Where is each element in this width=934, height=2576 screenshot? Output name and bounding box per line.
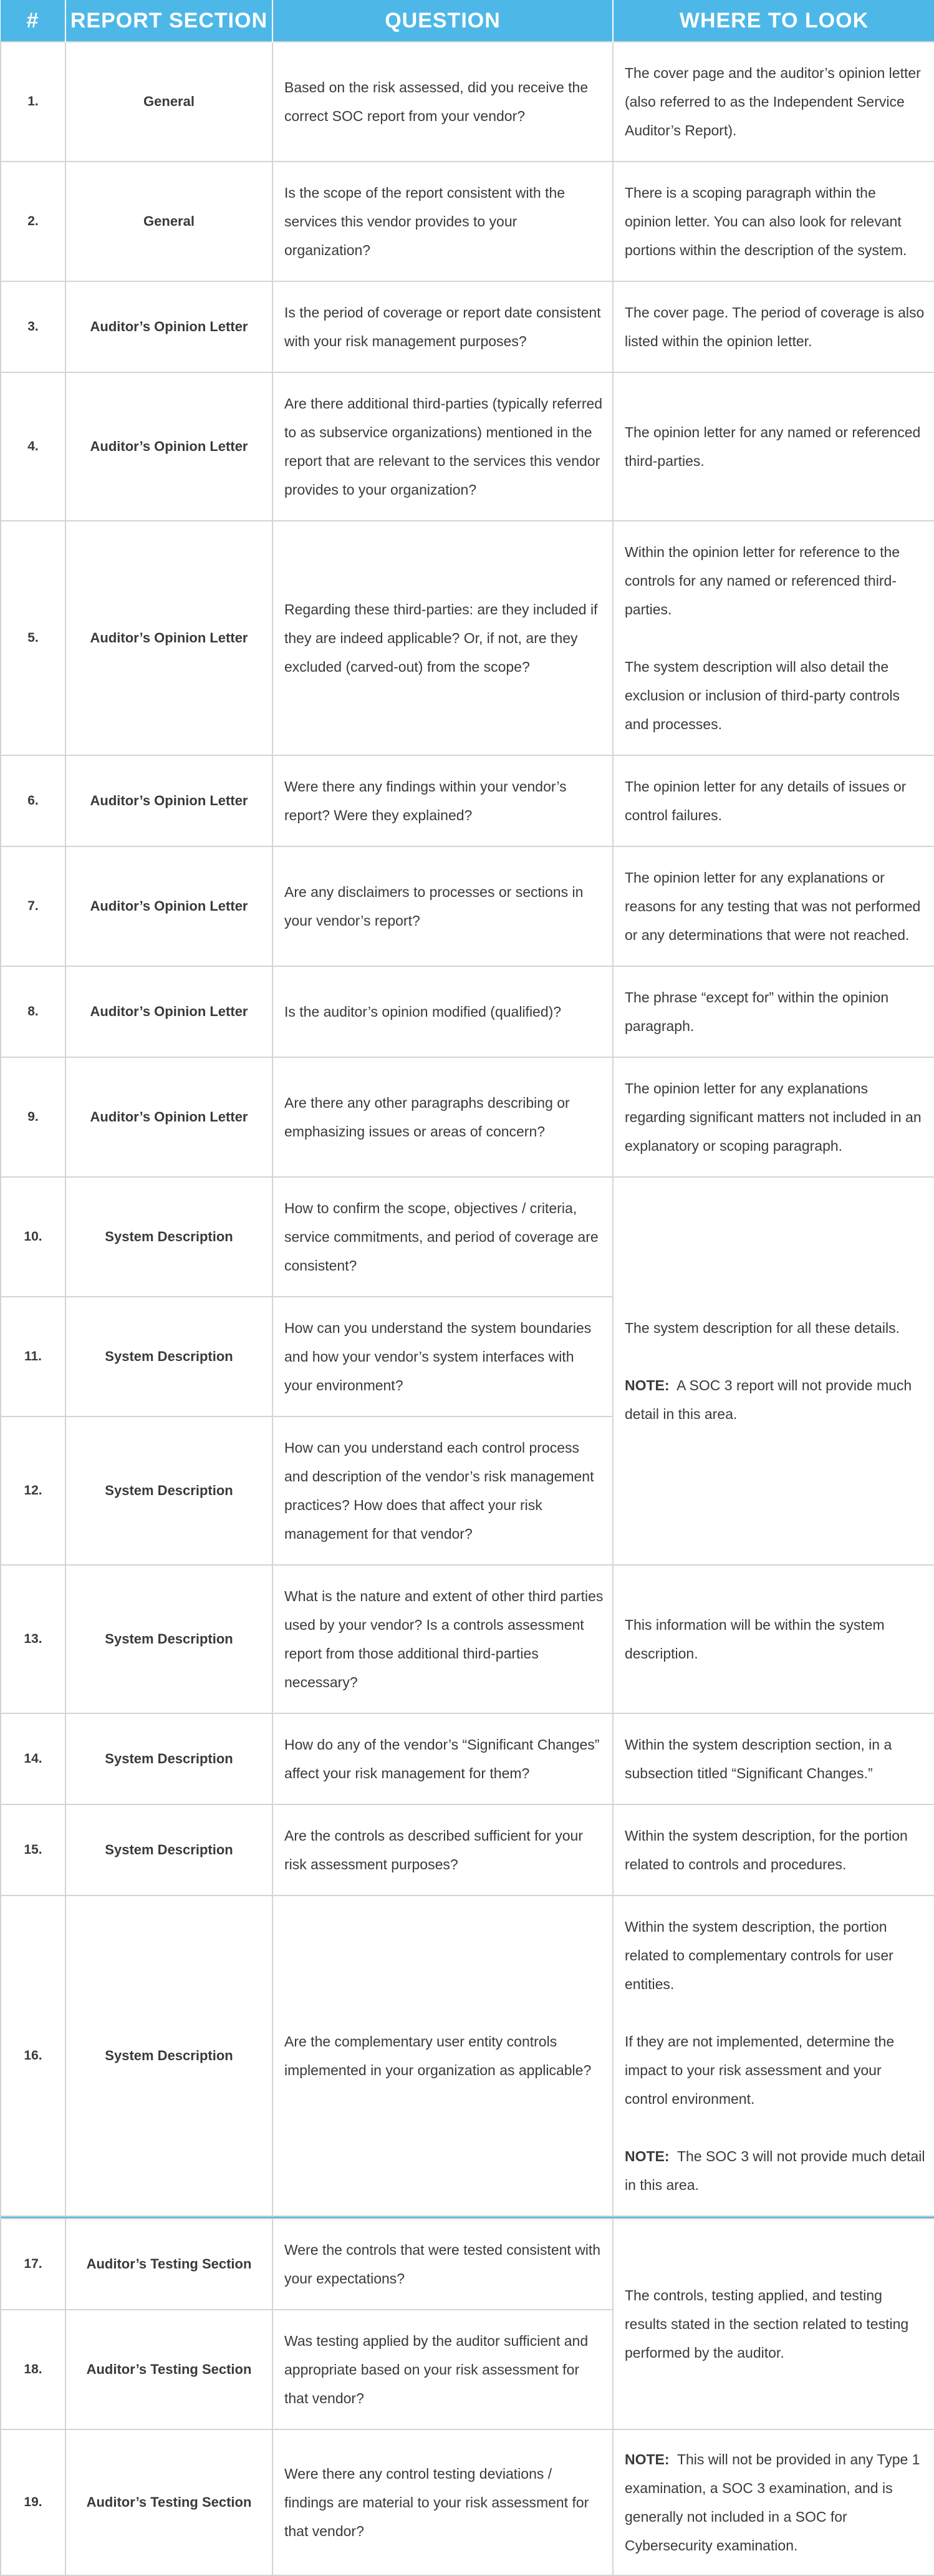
row-section: Auditor’s Opinion Letter	[65, 372, 272, 521]
where-paragraph: Within the opinion letter for reference to the controls for any named or referenced third-parties.	[625, 544, 900, 617]
table-row	[1, 966, 934, 1057]
row-number: 1.	[1, 42, 65, 162]
row-section: System Description	[65, 1297, 272, 1416]
note-label: NOTE:	[625, 1377, 670, 1393]
row-number: 14.	[1, 1713, 65, 1804]
row-where: The cover page. The period of coverage is also listed within the opinion letter.	[613, 281, 934, 372]
row-question: Is the auditor’s opinion modified (qualified)?	[272, 966, 613, 1057]
row-section: System Description	[65, 1804, 272, 1896]
row-section: General	[65, 42, 272, 162]
row-question: Are any disclaimers to processes or sections in your vendor’s report?	[272, 846, 613, 966]
header-number: #	[1, 0, 65, 42]
row-where-merged-system	[613, 1177, 934, 1565]
row-number: 10.	[1, 1177, 65, 1297]
note-text: The SOC 3 will not provide much detail in this area.	[625, 2148, 925, 2193]
row-where-merged-testing: The controls, testing applied, and testing results stated in the section related to testing performed by the auditor.	[613, 2219, 934, 2429]
row-number: 4.	[1, 372, 65, 521]
row-number: 2.	[1, 162, 65, 281]
table-row	[1, 755, 934, 846]
row-question: Were there any control testing deviations / findings are material to your risk assessment for that vendor?	[272, 2429, 613, 2575]
row-where: This information will be within the system description.	[613, 1565, 934, 1713]
row-section: Auditor’s Testing Section	[65, 2310, 272, 2429]
row-section: Auditor’s Opinion Letter	[65, 521, 272, 755]
row-where: The opinion letter for any details of issues or control failures.	[613, 755, 934, 846]
row-number: 8.	[1, 966, 65, 1057]
row-question: Regarding these third-parties: are they included if they are indeed applicable? Or, if not, are they excluded (carved-out) from the scope?	[272, 521, 613, 755]
header-where-to-look: WHERE TO LOOK	[613, 0, 934, 42]
row-section: System Description	[65, 1177, 272, 1297]
table-row	[1, 2219, 934, 2310]
header-report-section: REPORT SECTION	[65, 0, 272, 42]
note-text: A SOC 3 report will not provide much detail in this area.	[625, 1377, 912, 1422]
row-question: Were there any findings within your vendor’s report? Were they explained?	[272, 755, 613, 846]
row-number: 9.	[1, 1057, 65, 1177]
row-number: 11.	[1, 1297, 65, 1416]
table-row	[1, 372, 934, 521]
row-section: Auditor’s Opinion Letter	[65, 846, 272, 966]
row-question: Are there any other paragraphs describing or emphasizing issues or areas of concern?	[272, 1057, 613, 1177]
row-section: System Description	[65, 1416, 272, 1565]
row-section: Auditor’s Opinion Letter	[65, 1057, 272, 1177]
row-number: 15.	[1, 1804, 65, 1896]
where-paragraph: If they are not implemented, determine the impact to your risk assessment and your control environment.	[625, 2033, 895, 2107]
row-number: 7.	[1, 846, 65, 966]
row-question: How can you understand each control process and description of the vendor’s risk management practices? How does that affect your risk management for that vendor?	[272, 1416, 613, 1565]
row-where: The phrase “except for” within the opinion paragraph.	[613, 966, 934, 1057]
table-row	[1, 1896, 934, 2216]
table-row	[1, 162, 934, 281]
note-paragraph	[625, 2142, 925, 2199]
row-number: 3.	[1, 281, 65, 372]
row-question: How do any of the vendor’s “Significant Changes” affect your risk management for them?	[272, 1713, 613, 1804]
paragraph-gap	[625, 2113, 925, 2142]
row-section: Auditor’s Opinion Letter	[65, 281, 272, 372]
paragraph-gap	[625, 1998, 925, 2027]
where-paragraph: The system description will also detail the exclusion or inclusion of third-party controls and processes.	[625, 659, 900, 732]
row-where: Within the system description section, in a subsection titled “Significant Changes.”	[613, 1713, 934, 1804]
table-row	[1, 42, 934, 162]
note-paragraph	[625, 2445, 925, 2560]
row-where: There is a scoping paragraph within the opinion letter. You can also look for relevant portions within the description of the system.	[613, 162, 934, 281]
table-row	[1, 1804, 934, 1896]
table-row	[1, 521, 934, 755]
row-question: What is the nature and extent of other third parties used by your vendor? Is a controls assessment report from those additional third-parties necessary?	[272, 1565, 613, 1713]
row-number: 19.	[1, 2429, 65, 2575]
row-number: 16.	[1, 1896, 65, 2216]
row-question: Based on the risk assessed, did you receive the correct SOC report from your vendor?	[272, 42, 613, 162]
table-row	[1, 1057, 934, 1177]
row-question: How to confirm the scope, objectives / criteria, service commitments, and period of coverage are consistent?	[272, 1177, 613, 1297]
where-paragraph: The system description for all these details.	[625, 1320, 900, 1336]
table-header-row	[1, 0, 934, 42]
table-row	[1, 1565, 934, 1713]
table-row	[1, 846, 934, 966]
where-paragraph: Within the system description, the portion related to complementary controls for user entities.	[625, 1919, 893, 1992]
note-label: NOTE:	[625, 2451, 670, 2467]
row-where: The cover page and the auditor’s opinion letter (also referred to as the Independent Service Auditor’s Report).	[613, 42, 934, 162]
note-label: NOTE:	[625, 2148, 670, 2164]
row-section: System Description	[65, 1896, 272, 2216]
row-section: General	[65, 162, 272, 281]
row-where	[613, 521, 934, 755]
row-question: Is the period of coverage or report date consistent with your risk management purposes?	[272, 281, 613, 372]
header-question: QUESTION	[272, 0, 613, 42]
row-section: Auditor’s Opinion Letter	[65, 755, 272, 846]
row-question: Was testing applied by the auditor sufficient and appropriate based on your risk assessment for that vendor?	[272, 2310, 613, 2429]
row-where: The opinion letter for any explanations regarding significant matters not included in an explanatory or scoping paragraph.	[613, 1057, 934, 1177]
row-where: The opinion letter for any named or referenced third-parties.	[613, 372, 934, 521]
row-question: Are there additional third-parties (typically referred to as subservice organizations) mentioned in the report that are relevant to the services this vendor provides to your organization?	[272, 372, 613, 521]
paragraph-gap	[625, 1342, 925, 1371]
paragraph-gap	[625, 624, 925, 652]
row-section: Auditor’s Testing Section	[65, 2219, 272, 2310]
row-number: 18.	[1, 2310, 65, 2429]
table-row	[1, 1177, 934, 1297]
row-where: Within the system description, for the portion related to controls and procedures.	[613, 1804, 934, 1896]
row-number: 12.	[1, 1416, 65, 1565]
note-paragraph	[625, 1371, 925, 1428]
row-number: 5.	[1, 521, 65, 755]
row-number: 17.	[1, 2219, 65, 2310]
row-where	[613, 2429, 934, 2575]
row-section: System Description	[65, 1565, 272, 1713]
row-where	[613, 1896, 934, 2216]
table-row	[1, 281, 934, 372]
row-number: 6.	[1, 755, 65, 846]
row-section: Auditor’s Testing Section	[65, 2429, 272, 2575]
table-row	[1, 2429, 934, 2575]
table-row	[1, 1713, 934, 1804]
row-number: 13.	[1, 1565, 65, 1713]
row-where: The opinion letter for any explanations or reasons for any testing that was not performed or any determinations that were not reached.	[613, 846, 934, 966]
row-question: How can you understand the system boundaries and how your vendor’s system interfaces with your environment?	[272, 1297, 613, 1416]
note-text: This will not be provided in any Type 1 examination, a SOC 3 examination, and is generally not included in a SOC for Cybersecurity examination.	[625, 2451, 920, 2554]
row-section: Auditor’s Opinion Letter	[65, 966, 272, 1057]
row-question: Is the scope of the report consistent with the services this vendor provides to your organization?	[272, 162, 613, 281]
row-section: System Description	[65, 1713, 272, 1804]
row-question: Are the complementary user entity controls implemented in your organization as applicable?	[272, 1896, 613, 2216]
row-question: Are the controls as described sufficient for your risk assessment purposes?	[272, 1804, 613, 1896]
row-question: Were the controls that were tested consistent with your expectations?	[272, 2219, 613, 2310]
